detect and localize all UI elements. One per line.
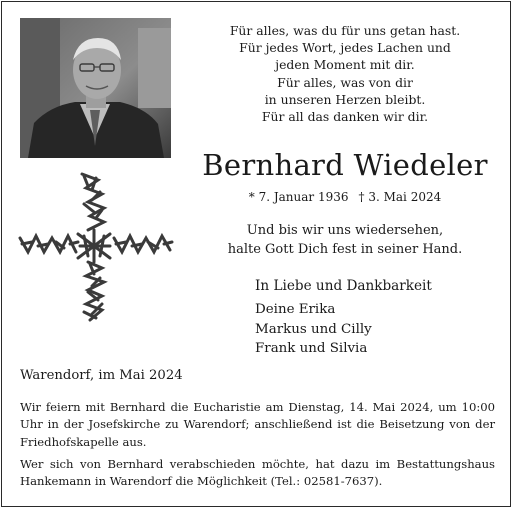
quote-line: halte Gott Dich fest in seiner Hand. <box>227 242 463 257</box>
portrait-photo <box>20 18 171 158</box>
birth-date: * 7. Januar 1936 <box>248 190 349 204</box>
quote-line: Und bis wir uns wiedersehen, <box>246 223 444 238</box>
poem <box>200 22 490 125</box>
mourners-list <box>255 300 372 359</box>
poem-line: Für alles, was von dir <box>277 74 413 90</box>
life-dates <box>200 190 490 204</box>
poem-line: jeden Moment mit dir. <box>275 57 415 73</box>
place-date: Warendorf, im Mai 2024 <box>20 368 183 383</box>
poem-line: Für all das danken wir dir. <box>261 109 429 125</box>
mourner-name: Deine Erika <box>255 302 336 317</box>
mourner-name: Frank und Silvia <box>255 341 368 356</box>
mourner-name: Markus und Cilly <box>255 321 372 337</box>
deceased-name: Bernhard Wiedeler <box>202 148 488 182</box>
farewell-info: Wer sich von Bernhard verabschieden möchte, hat dazu im Bestattungshaus Hankemann in Warendorf die Möglichkeit (Tel.: 02581-7637). <box>20 457 495 489</box>
ornamental-cross-icon <box>18 172 174 324</box>
death-date: † 3. Mai 2024 <box>358 190 442 204</box>
quote <box>200 221 490 259</box>
mourners-intro: In Liebe und Dankbarkeit <box>255 278 432 294</box>
portrait-image <box>20 18 171 158</box>
poem-line: Für jedes Wort, jedes Lachen und <box>239 40 451 56</box>
service-info: Wir feiern mit Bernhard die Eucharistie am Dienstag, 14. Mai 2024, um 10:00 Uhr in der Josefskirche zu Warendorf; anschließend ist die Beisetzung von der Friedhofskapelle aus. <box>20 400 495 449</box>
poem-line: in unseren Herzen bleibt. <box>264 91 426 107</box>
poem-line: Für alles, was du für uns getan hast. <box>229 23 461 38</box>
